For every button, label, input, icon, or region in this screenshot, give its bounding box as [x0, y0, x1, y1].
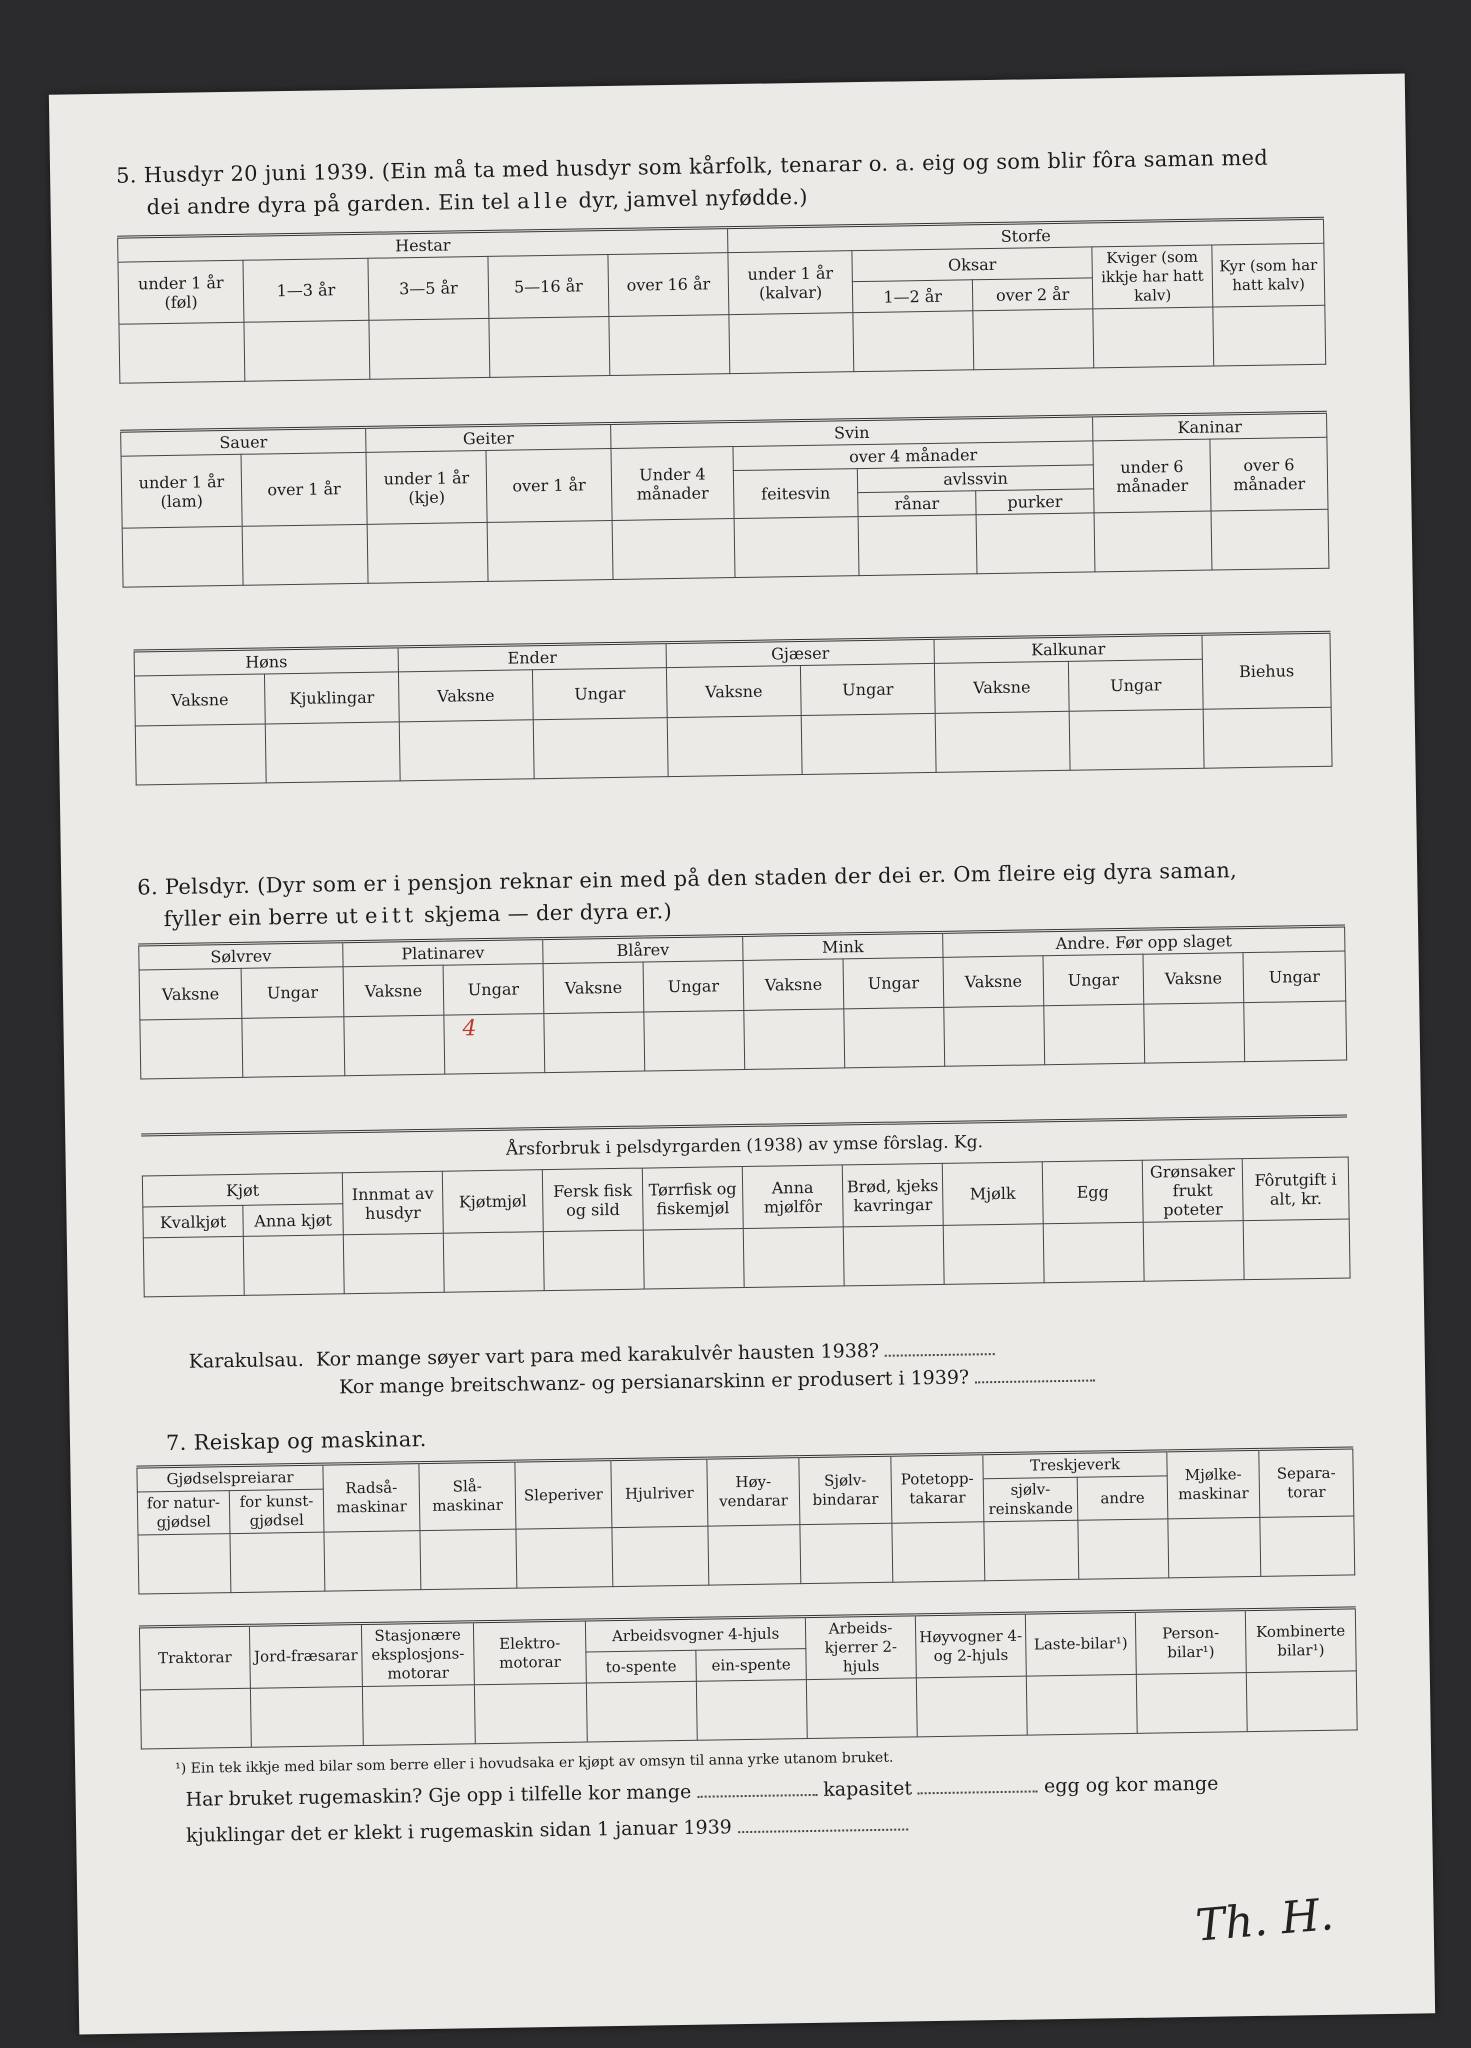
group-header: Gjæser [666, 638, 934, 667]
entry-cell[interactable] [119, 322, 245, 383]
answer-line[interactable] [697, 1794, 817, 1798]
answer-line[interactable] [885, 1353, 995, 1357]
column-header: Anna mjølfôr [742, 1165, 843, 1229]
entry-cell[interactable] [230, 1532, 325, 1592]
entry-cell[interactable] [1043, 1222, 1144, 1283]
group-header: Kaninar [1093, 412, 1327, 441]
column-header: 1—3 år [243, 258, 369, 322]
column-header: under 1 år (lam) [121, 454, 242, 528]
entry-cell[interactable] [800, 1523, 893, 1583]
column-header: ein-spente [696, 1649, 806, 1682]
entry-cell[interactable] [1246, 1671, 1357, 1732]
entry-cell[interactable] [367, 522, 488, 583]
column-header: Stasjonære eksplosjons-motorar [361, 1622, 474, 1687]
column-header: under 1 år (kje) [366, 450, 487, 524]
pencil-annotation: 4 [462, 1016, 477, 1042]
column-header: andre [1077, 1476, 1168, 1520]
section-6-title: 6. Pelsdyr. (Dyr som er i pensjon reknar ein med på den staden der dei er. Om fleire eig dyra saman, fyller ein berre ut eitt skjema — der dyra er.) [137, 858, 1238, 932]
entry-cell[interactable] [489, 316, 610, 377]
entry-cell[interactable] [138, 1534, 231, 1594]
column-header: Vaksne [743, 959, 844, 1011]
column-header: Traktorar [139, 1625, 250, 1690]
footnote: ¹) Ein tek ikkje med bilar som berre eller i hovudsaka er kjøpt av omsyn til anna yrke utanom bruket. [175, 1749, 894, 1777]
column-header: Kyr (som har hatt kalv) [1212, 243, 1325, 307]
entry-cell[interactable] [1244, 1001, 1347, 1062]
column-header: Vaksne [398, 670, 533, 722]
entry-cell[interactable] [643, 1229, 744, 1290]
equipment-table-1 [136, 1446, 1355, 1594]
column-header: Ungar [800, 663, 935, 715]
entry-cell[interactable] [944, 1006, 1045, 1067]
entry-cell[interactable] [242, 524, 368, 585]
entry-cell[interactable] [122, 526, 243, 587]
column-header: Vaksne [666, 666, 801, 718]
group-header: Kalkunar [934, 634, 1202, 663]
entry-cell[interactable] [242, 1017, 345, 1078]
column-header: Brød, kjeks kavringar [842, 1163, 943, 1227]
column-header: Laste-bilar¹) [1025, 1611, 1136, 1676]
entry-cell[interactable] [892, 1522, 985, 1582]
column-header: feitesvin [733, 469, 858, 519]
column-header: Fersk fisk og sild [542, 1168, 643, 1232]
entry-cell[interactable] [250, 1687, 363, 1748]
column-header: for kunst-gjødsel [229, 1489, 324, 1533]
entry-cell[interactable] [135, 724, 266, 785]
column-header: Sleperiver [515, 1460, 612, 1529]
column-header: Vaksne [1143, 953, 1244, 1005]
entry-cell[interactable] [399, 720, 534, 781]
group-header: Andre. Før opp slaget [943, 926, 1345, 957]
form-page [49, 73, 1435, 2034]
column-header: Ungar [443, 964, 544, 1016]
group-header: Kjøt [142, 1173, 342, 1207]
group-header: Storfe [728, 218, 1324, 252]
column-header: Jord-fræsarar [249, 1624, 362, 1689]
column-header: Ungar [1068, 659, 1203, 711]
column-header: Kjuklingar [264, 672, 399, 724]
section-7-title: 7. Reiskap og maskinar. [165, 1427, 427, 1456]
column-header: Mjølk [942, 1162, 1043, 1226]
entry-cell[interactable] [1094, 511, 1212, 572]
entry-cell[interactable] [586, 1681, 697, 1742]
group-header: Ender [398, 643, 666, 672]
entry-cell[interactable] [140, 1688, 251, 1749]
group-header: Gjødselspreiarar [137, 1464, 323, 1492]
signature: Th. H. [1193, 1889, 1336, 1952]
group-header: Sauer [121, 427, 366, 456]
column-header: Sjølv-bindarar [799, 1455, 892, 1524]
group-header: Sølvrev [139, 942, 343, 970]
column-header: Ungar [643, 960, 744, 1012]
column-header: Tørrfisk og fiskemjøl [642, 1167, 743, 1231]
entry-cell[interactable] [935, 711, 1070, 772]
entry-cell[interactable] [1203, 707, 1332, 768]
subgroup-header: avlssvin [857, 465, 1093, 493]
karakul-question-2: Kor mange breitschwanz- og persianarskinn er produsert i 1939? [339, 1360, 1095, 1402]
column-header: Person-bilar¹) [1135, 1610, 1246, 1675]
answer-line[interactable] [918, 1790, 1038, 1794]
entry-cell[interactable] [344, 1015, 445, 1076]
column-header: Arbeids-kjerrer 2-hjuls [805, 1615, 916, 1680]
fur-animals-table [138, 925, 1347, 1080]
entry-cell[interactable] [487, 520, 613, 581]
entry-cell[interactable] [420, 1529, 517, 1590]
column-header: for natur-gjødsel [137, 1491, 230, 1535]
livestock-table-horses-cattle [117, 217, 1326, 384]
group-header: Høns [134, 647, 398, 676]
column-header: Vaksne [134, 674, 265, 726]
column-header: Ungar [1243, 951, 1346, 1003]
column-header: Potetopp-takarar [891, 1454, 984, 1523]
column-header: Ungar [1043, 954, 1144, 1006]
answer-line[interactable] [975, 1379, 1095, 1383]
group-header: Platinarev [343, 939, 543, 967]
group-header: Hestar [118, 228, 728, 263]
entry-cell[interactable] [858, 515, 977, 576]
column-header: Vaksne [543, 962, 644, 1014]
entry-cell[interactable] [140, 1018, 243, 1079]
column-header: 1—2 år [852, 280, 972, 313]
column-header: 3—5 år [368, 256, 489, 320]
entry-cell[interactable] [744, 1009, 845, 1070]
equipment-table-2 [139, 1606, 1358, 1749]
group-header: Mink [743, 932, 943, 960]
entry-cell[interactable] [943, 1224, 1044, 1285]
entry-cell[interactable] [516, 1528, 613, 1589]
column-header: over 1 år [486, 448, 612, 522]
entry-cell[interactable] [474, 1683, 587, 1744]
entry-cell[interactable] [243, 1235, 344, 1296]
entry-cell[interactable] [612, 1526, 709, 1587]
answer-line[interactable] [738, 1828, 908, 1833]
entry-cell[interactable] [973, 309, 1094, 370]
column-header: over 1 år [241, 452, 367, 526]
entry-cell[interactable] [369, 318, 490, 379]
subgroup-header: over 4 månader [733, 441, 1093, 471]
entry-cell[interactable] [696, 1680, 807, 1741]
column-header: Kvalkjøt [143, 1205, 243, 1238]
column-header: over 2 år [972, 278, 1092, 311]
column-header: Ungar [843, 957, 944, 1009]
entry-cell[interactable] [1026, 1674, 1137, 1735]
entry-cell[interactable] [244, 320, 370, 381]
entry-cell[interactable] [916, 1676, 1027, 1737]
column-header: purker [976, 489, 1094, 515]
entry-cell[interactable] [734, 517, 859, 578]
entry-cell[interactable] [1168, 1517, 1261, 1577]
column-header: under 1 år (kalvar) [728, 251, 853, 315]
entry-cell[interactable] [1144, 1003, 1245, 1064]
entry-cell[interactable] [1069, 709, 1204, 770]
livestock-table-sheep-pigs [120, 411, 1329, 588]
section-5-title: 5. Husdyr 20 juni 1939. (Ein må ta med husdyr som kårfolk, tenarar o. a. eig og som blir fôra saman med dei andre dyra på garden. Ein tel alle dyr, jamvel nyfødde.) [115, 145, 1269, 220]
column-header: Slå-maskinar [419, 1461, 516, 1530]
group-header: Treskjeverk [983, 1451, 1167, 1479]
group-header: Blårev [543, 935, 743, 963]
entry-cell[interactable] [612, 519, 735, 580]
group-header: Svin [611, 416, 1093, 449]
entry-cell[interactable] [853, 311, 974, 372]
column-header: Elektro-motorar [473, 1620, 586, 1685]
column-header: over 16 år [608, 253, 729, 317]
column-header: Vaksne [139, 968, 242, 1020]
entry-cell[interactable] [801, 713, 936, 774]
entry-cell[interactable] [1213, 305, 1326, 366]
column-header: Kombinerte bilar¹) [1245, 1608, 1356, 1673]
entry-cell[interactable] [544, 1012, 645, 1073]
karakul-question-1: Karakulsau. Kor mange søyer vart para med karakulvêr hausten 1938? [189, 1334, 996, 1377]
subgroup-header: Oksar [852, 247, 1092, 282]
column-header: Grønsaker frukt poteter [1142, 1159, 1243, 1223]
column-header: Kviger (som ikkje har hatt kalv) [1092, 245, 1213, 309]
group-header: Geiter [366, 423, 611, 452]
entry-cell[interactable] [343, 1233, 444, 1294]
entry-cell[interactable] [265, 722, 400, 783]
column-header: rånar [858, 491, 976, 517]
column-header: Mjølke-maskinar [1167, 1449, 1260, 1518]
column-header: Kjøtmjøl [442, 1170, 543, 1234]
fur-feed-table [142, 1156, 1351, 1297]
column-header: Ungar [241, 967, 344, 1019]
entry-cell[interactable] [324, 1531, 421, 1592]
column-header: under 6 månader [1093, 439, 1211, 513]
entry-cell[interactable] [806, 1678, 917, 1739]
column-header: Høy-vendarar [707, 1457, 800, 1526]
entry-cell[interactable] [743, 1227, 844, 1288]
group-header: Arbeidsvogner 4-hjuls [585, 1617, 805, 1653]
entry-cell[interactable] [843, 1225, 944, 1286]
column-header: 5—16 år [488, 255, 609, 319]
column-header: Fôrutgift i alt, kr. [1242, 1157, 1349, 1221]
column-header: Innmat av husdyr [342, 1171, 443, 1235]
entry-cell[interactable] [984, 1520, 1079, 1580]
column-header: Vaksne [343, 965, 444, 1017]
entry-cell[interactable] [444, 1014, 545, 1075]
column-header: Ungar [532, 668, 667, 720]
column-header: Vaksne [934, 661, 1069, 713]
livestock-table-poultry [134, 631, 1333, 786]
entry-cell[interactable] [1078, 1519, 1169, 1579]
rugemaskin-question: Har bruket rugemaskin? Gje opp i tilfelle kor mange kapasitet egg og kor mange [185, 1772, 1219, 1811]
entry-cell[interactable] [143, 1236, 244, 1297]
column-header: sjølv-reinskande [983, 1477, 1078, 1521]
column-header: Egg [1042, 1160, 1143, 1224]
entry-cell[interactable] [976, 513, 1095, 574]
column-header: Vaksne [943, 956, 1044, 1008]
entry-cell[interactable] [667, 716, 802, 777]
column-header: Under 4 månader [611, 447, 734, 521]
entry-cell[interactable] [1136, 1673, 1247, 1734]
entry-cell[interactable] [1093, 307, 1214, 368]
entry-cell[interactable] [443, 1232, 544, 1293]
column-header: Høyvogner 4- og 2-hjuls [915, 1613, 1026, 1678]
entry-cell[interactable] [708, 1525, 801, 1585]
column-header: Biehus [1202, 632, 1331, 709]
column-header: Anna kjøt [243, 1204, 343, 1237]
entry-cell[interactable] [609, 315, 730, 376]
entry-cell[interactable] [1143, 1221, 1244, 1282]
entry-cell[interactable] [362, 1685, 475, 1746]
entry-cell[interactable] [533, 718, 668, 779]
column-header: over 6 månader [1210, 437, 1328, 511]
entry-cell[interactable] [1044, 1004, 1145, 1065]
column-header: under 1 år (føl) [118, 260, 244, 324]
kjuklingar-question: kjuklingar det er klekt i rugemaskin sidan 1 januar 1939 [186, 1809, 908, 1850]
entry-cell[interactable] [1260, 1516, 1355, 1576]
column-header: Radså-maskinar [323, 1463, 420, 1532]
entry-cell[interactable] [844, 1007, 945, 1068]
entry-cell[interactable] [543, 1230, 644, 1291]
entry-cell[interactable] [1211, 509, 1329, 570]
entry-cell[interactable] [644, 1010, 745, 1071]
column-header: to-spente [586, 1650, 696, 1683]
entry-cell[interactable] [1243, 1219, 1350, 1280]
column-header: Separa-torar [1259, 1448, 1354, 1517]
column-header: Hjulriver [611, 1458, 708, 1527]
entry-cell[interactable] [729, 313, 854, 374]
feed-table-title: Årsforbruk i pelsdyrgarden (1938) av ymse fôrslag. Kg. [505, 1132, 984, 1160]
